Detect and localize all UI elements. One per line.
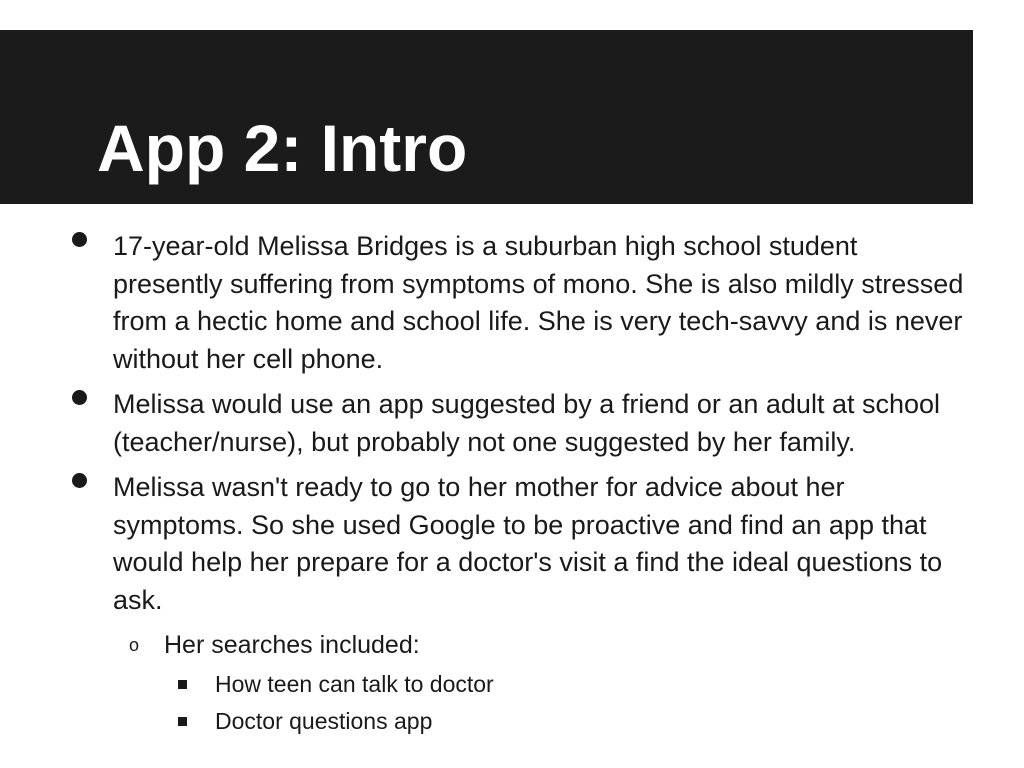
bullet-text: 17-year-old Melissa Bridges is a suburban high school student presently suffering from symptoms of mono. She is also mildly stressed from a hectic home and school life. She is very tech-savvy and is never without her cell phone. (113, 231, 964, 374)
bullet-text: Melissa would use an app suggested by a friend or an adult at school (teacher/nurse), but probably not one suggested by her family. (113, 389, 941, 457)
search-item (0, 703, 975, 740)
square-bullet-icon (178, 680, 187, 689)
bullet-item (0, 469, 973, 619)
circle-bullet-icon: o (129, 635, 140, 655)
bullet-dot-icon (72, 473, 87, 488)
square-bullet-icon (178, 717, 187, 726)
search-text: Doctor questions app (215, 708, 433, 734)
search-text: How teen can talk to doctor (215, 671, 494, 697)
sub-bullet-text: Her searches included: (164, 631, 420, 659)
bullet-text: Melissa wasn't ready to go to her mother for advice about her symptoms. So she used Google to be proactive and find an app that would help her prepare for a doctor's visit a find the ideal questions to ask. (113, 472, 943, 615)
bullet-item (0, 228, 973, 378)
bullet-dot-icon (72, 390, 87, 405)
bullet-item (0, 386, 973, 461)
slide-title: App 2: Intro (97, 111, 468, 185)
slide-content (0, 228, 1024, 740)
sub-bullet-item (0, 627, 964, 664)
bullet-dot-icon (72, 232, 87, 247)
search-item (0, 666, 975, 703)
